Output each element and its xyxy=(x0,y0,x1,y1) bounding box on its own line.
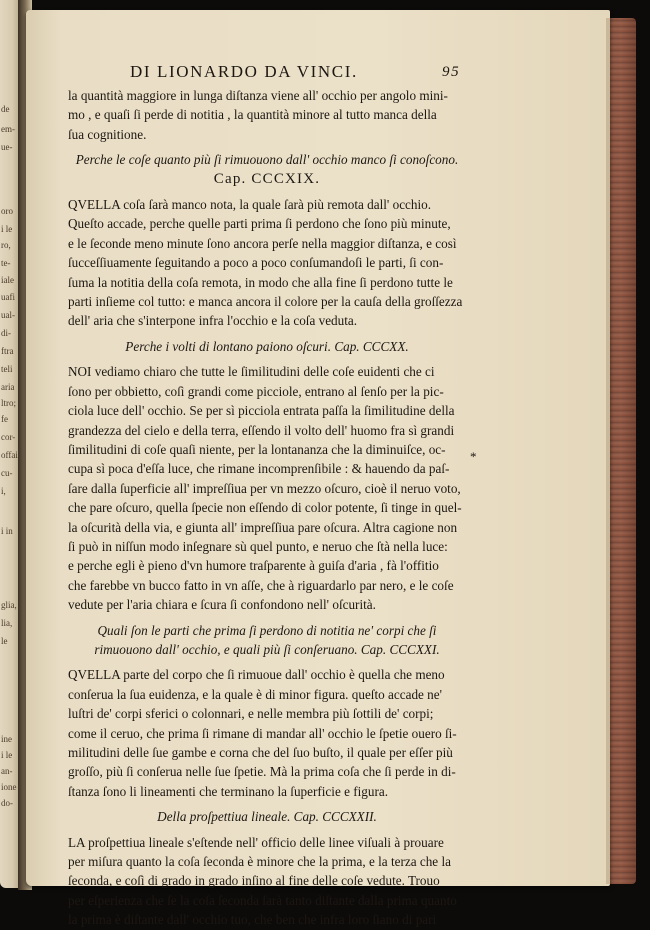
sliver-fragment: do- xyxy=(1,798,13,808)
sliver-fragment: i in xyxy=(1,526,13,536)
text-line: QVELLA parte del corpo che ſi rimuoue dall' occhio è quella che meno xyxy=(68,667,445,683)
sliver-fragment: aria xyxy=(1,382,15,392)
section-continuation xyxy=(68,86,466,144)
chapter-cccxx xyxy=(68,337,466,615)
text-line: vedute per l'aria chiara e ſcura ſi confondono nell' oſcurità. xyxy=(68,597,376,613)
text-line: cupa sì poca d'eſſa luce, che rimane incomprenſibile : & hauendo da paſ- xyxy=(68,461,450,477)
sliver-fragment: le xyxy=(1,636,8,646)
text-line: per eſperienza che ſe la coſa ſeconda ſarà tanto diſtante dalla prima quanto xyxy=(68,892,457,908)
chapter-heading: Perche le coſe quanto più ſi rimuouono dall' occhio manco ſi conoſcono. xyxy=(75,152,459,168)
sliver-fragment: i le xyxy=(1,750,13,760)
sliver-fragment: fe xyxy=(1,414,8,424)
sliver-fragment: oro xyxy=(1,206,13,216)
text-line: ſare dalla ſuperficie all' impreſſiua per vn mezzo oſcuro, cioè il neruo voto, xyxy=(68,480,461,496)
text-line: e le ſeconde meno minute ſono ancora perſe nella maggior diſtanza, e così xyxy=(68,235,457,251)
text-line: che pare oſcuro, quella ſpecie non eſſendo di color potente, ſi tinge in quel- xyxy=(68,500,462,516)
text-line: parti inſieme col tutto: e manca ancora il colore per la cauſa della groſſezza xyxy=(68,294,463,310)
sliver-fragment: ltro; xyxy=(1,398,16,408)
sliver-fragment: ual- xyxy=(1,310,15,320)
sliver-fragment: di- xyxy=(1,328,11,338)
text-line: che farebbe vn bucco fatto in vn aſſe, che à riguardarlo par nero, e le coſe xyxy=(68,577,454,593)
sliver-fragment: lia, xyxy=(1,618,13,628)
text-line: la prima è diſtante dall' occhio tuo, che ben che infra loro ſiano di pari xyxy=(68,912,437,928)
sliver-fragment: ue- xyxy=(1,142,13,152)
text-line: la oſcurità della via, e giunta all' impreſſiua pare oſcura. Altra cagione non xyxy=(68,519,458,535)
chapter-heading: Quali ſon le parti che prima ſi perdono di notitia ne' corpi che ſi rimuouono dall' occhio, e quali più ſi conſeruano. Cap. CCCXXI. xyxy=(94,622,440,657)
text-line: ſuma la notitia della coſa remota, in modo che alla fine ſi perdono tutte le xyxy=(68,274,453,290)
chapter-cccxxi xyxy=(68,621,466,802)
text-line: ciola luce dell' occhio. Se per sì picciola entrata paſſa la ſimilitudine della xyxy=(68,403,455,419)
text-line: per miſura quanto la coſa ſeconda è minore che la prima, e la terza che la xyxy=(68,854,451,870)
chapter-cccxxii xyxy=(68,807,466,929)
text-line: conſerua la ſua euidenza, e la quale è di minor figura. queſto accade ne' xyxy=(68,686,443,702)
text-line: la quantità maggiore in lunga diſtanza viene all' occhio per angolo mini- xyxy=(68,88,448,103)
text-line: ſono per obbietto, coſì grandi come picciole, entrano al ſenſo per la pic- xyxy=(68,383,444,399)
page-edge xyxy=(606,18,610,884)
sliver-fragment: i le xyxy=(1,224,13,234)
sliver-fragment: uafi xyxy=(1,292,15,302)
sliver-fragment: an- xyxy=(1,766,13,776)
text-line: ſucceſſiuamente ſeguitando a poco a poco conſumandoſi le parti, ſi con- xyxy=(68,255,444,271)
text-line: Queſto accade, perche quelle parti prima ſi perdono che ſono più minute, xyxy=(68,216,451,232)
margin-asterisk: * xyxy=(470,449,477,464)
text-line: groſſo, più ſi conſerua nelle ſue ſpetie. Mà la prima coſa che ſi perde in di- xyxy=(68,764,456,780)
chapter-number: Cap. CCCXIX. xyxy=(213,170,321,187)
running-head xyxy=(130,62,466,86)
text-line: NOI vediamo chiaro che tutte le ſimilitudini delle coſe euidenti che ci xyxy=(68,364,435,380)
sliver-fragment: ione xyxy=(1,782,17,792)
text-line: grandezza del cielo e della terra, eſſendo il volto dell' huomo fra sì grandi xyxy=(68,422,455,438)
text-line: ſua cognitione. xyxy=(68,126,147,142)
text-line: e perche egli è pieno d'vn humore traſparente à guiſa d'aria , fà l'offitio xyxy=(68,558,439,574)
sliver-fragment: teli xyxy=(1,364,13,374)
text-line: ſi può in niſſun modo inſegnare sù quel punto, e neruo che ſtà nella luce: xyxy=(68,538,448,554)
sliver-fragment: iale xyxy=(1,275,14,285)
sliver-fragment: ftra xyxy=(1,346,14,356)
text-line: ſimilitudini di coſe quaſi niente, per la lontananza che la diminuiſce, oc- xyxy=(68,441,446,457)
text-line: QVELLA coſa ſarà manco nota, la quale ſarà più remota dall' occhio. xyxy=(68,197,432,213)
text-line: luſtri de' corpi sferici o colonnari, e nelle membra più ſottili de' corpi; xyxy=(68,706,434,722)
text-line: ſeconda, e coſì di grado in grado inſino al fine delle coſe vedute. Trouo xyxy=(68,873,440,889)
page-number: 95 xyxy=(442,64,461,80)
sliver-fragment: ro, xyxy=(1,240,11,250)
sliver-fragment: offai xyxy=(1,450,18,460)
sliver-fragment: glia, xyxy=(1,600,17,610)
sliver-fragment: em- xyxy=(1,124,15,134)
text-line: dell' aria che s'interpone infra l'occhio e la coſa veduta. xyxy=(68,313,358,329)
page-text xyxy=(68,62,466,930)
sliver-fragment: i, xyxy=(1,486,6,496)
sliver-fragment: te- xyxy=(1,258,11,268)
text-line: LA proſpettiua lineale s'eſtende nell' officio delle linee viſuali à prouare xyxy=(68,834,444,850)
chapter-heading: Della proſpettiua lineale. Cap. CCCXXII. xyxy=(157,809,377,825)
chapter-cccxix xyxy=(68,150,466,331)
text-line: mo , e quaſi ſi perde di notitia , la quantità minore al tutto manca della xyxy=(68,107,437,123)
chapter-heading: Perche i volti di lontano paiono oſcuri. Cap. CCCXX. xyxy=(125,338,409,354)
previous-page-edge xyxy=(0,0,20,888)
sliver-fragment: de xyxy=(1,104,10,114)
sliver-fragment: ine xyxy=(1,734,12,744)
sliver-fragment: cor- xyxy=(1,432,16,442)
text-line: ſtanza ſono li lineamenti che terminano la ſuperficie e figura. xyxy=(68,783,389,799)
text-line: militudini delle ſue gambe e corna che del ſuo buſto, il quale per eſſer più xyxy=(68,745,453,760)
sliver-fragment: cu- xyxy=(1,468,13,478)
text-line: come il ceruo, che prima ſi rimane di mandar all' occhio le ſpetie ouero ſi- xyxy=(68,725,457,741)
running-head-title: DI LIONARDO DA VINCI. xyxy=(130,62,358,81)
book-fore-edge xyxy=(606,18,636,884)
